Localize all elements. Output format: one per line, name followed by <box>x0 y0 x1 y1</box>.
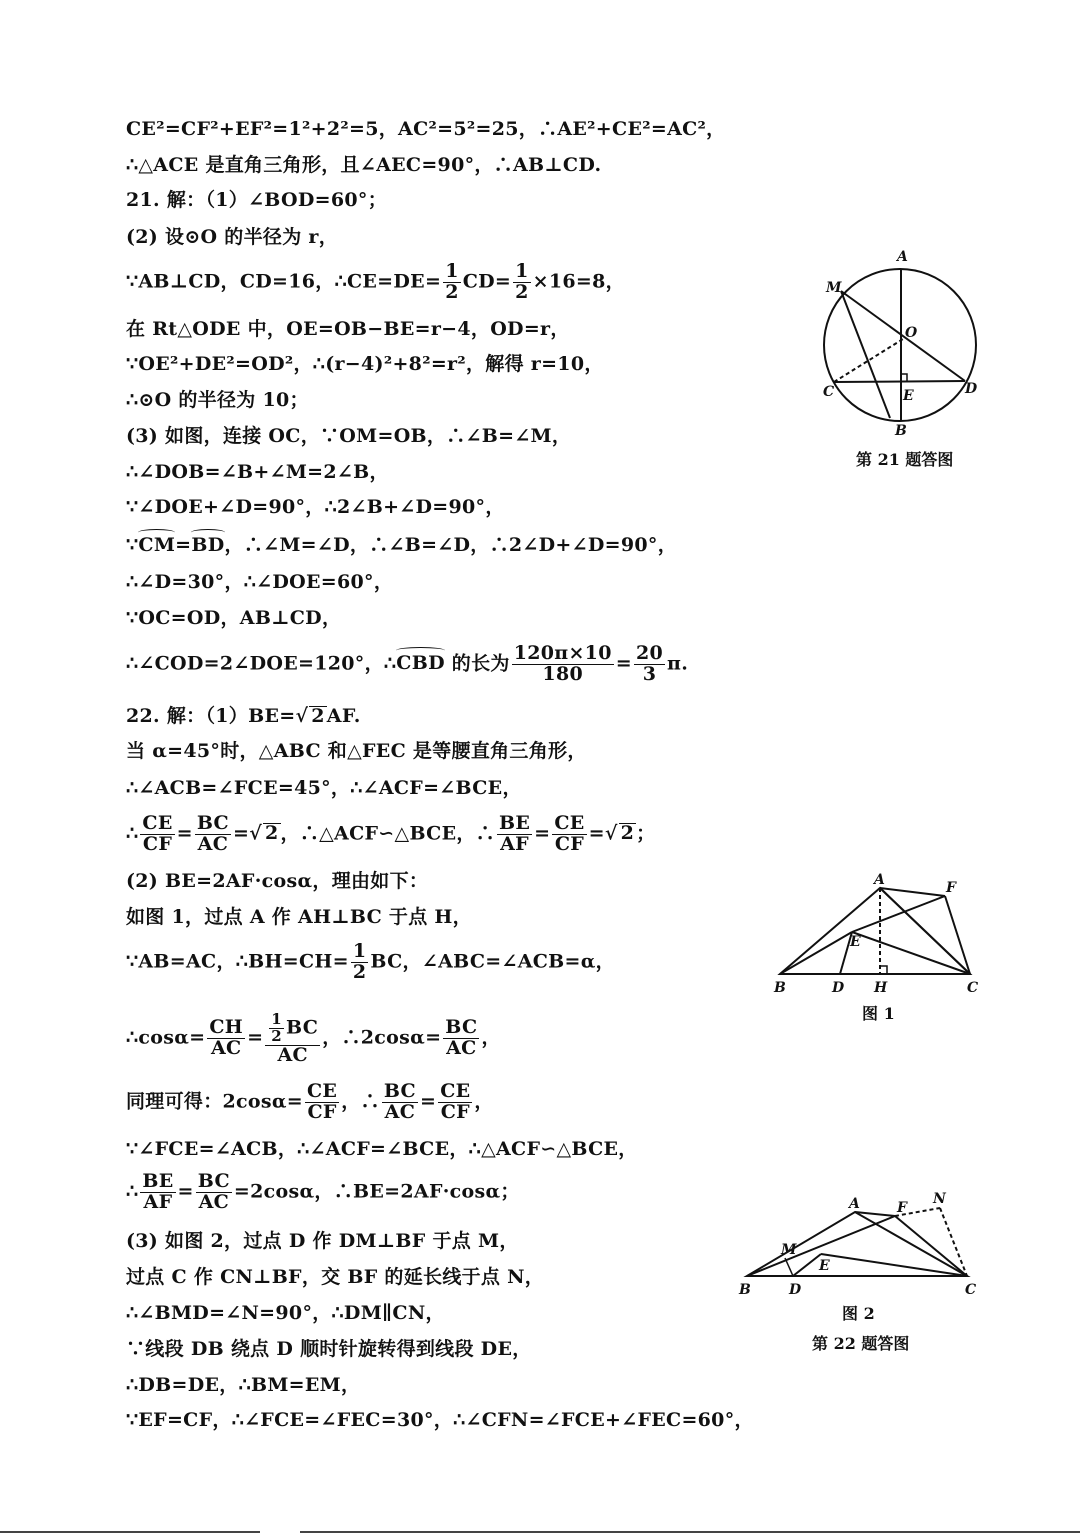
denominator: AC <box>277 1043 308 1066</box>
denominator: CF <box>307 1100 337 1123</box>
numerator: BC <box>197 1170 230 1192</box>
text-segment: = <box>175 534 192 556</box>
solution-line: CE²=CF²+EF²=1²+2²=5，AC²=5²=25，∴AE²+CE²=AC²， <box>126 118 726 140</box>
point-label-e: E <box>850 934 861 950</box>
figure-22-1-caption: 图 1 <box>862 1004 895 1023</box>
solution-line <box>126 942 615 983</box>
solution-line: ∵EF=CF，∴∠FCE=∠FEC=30°，∴∠CFN=∠FCE+∠FEC=60°， <box>126 1409 754 1431</box>
solution-line: ∵OE²+DE²=OD²，∴(r−4)²+8²=r²，解得 r=10， <box>126 353 604 375</box>
segment-dm <box>785 1258 793 1276</box>
point-label-e: E <box>903 388 914 404</box>
denominator: AC <box>384 1100 416 1123</box>
sqrt-radicand: 2 <box>311 705 325 727</box>
fraction <box>513 262 531 303</box>
denominator: AC <box>198 1190 230 1213</box>
figure-22-2-diagram <box>735 1188 985 1298</box>
segment-af <box>880 888 945 896</box>
text-segment: BC <box>286 1016 319 1039</box>
solution-line: ∴∠D=30°，∴∠DOE=60°， <box>126 571 394 593</box>
numerator: BE <box>498 812 531 834</box>
fraction <box>305 1082 339 1123</box>
denominator: 2 <box>271 1026 283 1045</box>
denominator: CF <box>142 832 173 855</box>
denominator: AF <box>143 1190 173 1213</box>
text-segment: = <box>177 1180 194 1203</box>
triangle-abc <box>747 1212 967 1276</box>
fraction <box>140 1172 175 1213</box>
solution-line: 过点 C 作 CN⊥BF，交 BF 的延长线于点 N， <box>126 1266 545 1288</box>
solution-line: (3) 如图，连接 OC，∵OM=OB，∴∠B=∠M， <box>126 425 572 447</box>
segment-md <box>841 291 965 381</box>
figure-21-diagram <box>815 245 985 440</box>
numerator: BC <box>445 1016 478 1039</box>
solution-line: ∵OC=OD，AB⊥CD， <box>126 607 342 629</box>
point-label-c: C <box>967 980 979 996</box>
text-segment: ∴ <box>126 822 139 845</box>
point-label-n: N <box>933 1191 946 1207</box>
numerator: 1 <box>515 260 529 282</box>
solution-line: ∴ $\frac{CE}{CF}$ = $\frac{BC}{AC}$ =√ 2 ，∴△ACF∽△BCE，∴ $\frac{BE}{AF}$ = $\frac{CE}{CF}$ =√ 2 ； <box>126 812 656 855</box>
numerator: 20 <box>635 642 663 664</box>
right-angle-mark <box>880 966 887 974</box>
solution-line <box>126 1082 494 1123</box>
text-segment: ，∴ <box>341 1090 380 1113</box>
fraction <box>512 644 614 685</box>
text-segment: = <box>176 822 193 845</box>
numerator: CE <box>307 1080 338 1102</box>
denominator: 180 <box>542 662 583 685</box>
solution-line <box>126 262 625 303</box>
fraction <box>497 814 532 855</box>
figure-22-2-caption: 图 2 <box>842 1304 875 1323</box>
point-label-c: C <box>823 384 835 400</box>
text-segment: ∴ <box>126 1180 139 1203</box>
solution-line: (3) 如图 2，过点 D 作 DM⊥BF 于点 M， <box>126 1230 519 1252</box>
text-segment: 同理可得：2cosα= <box>126 1090 303 1113</box>
solution-line <box>126 644 688 685</box>
text-segment: 的长为 <box>444 652 510 675</box>
solution-line: 如图 1，过点 A 作 AH⊥BC 于点 H， <box>126 906 472 928</box>
point-label-d: D <box>789 1282 802 1298</box>
sqrt-radicand: 2 <box>265 822 279 845</box>
point-label-a: A <box>849 1196 860 1212</box>
text-segment: ∴∠COD=2∠DOE=120°，∴ <box>126 652 397 675</box>
text-segment: BC，∠ABC=∠ACB=α， <box>370 950 615 973</box>
solution-line: ∵∠DOE+∠D=90°，∴2∠B+∠D=90°， <box>126 496 505 518</box>
solution-line: ∵∠FCE=∠ACB，∴∠ACF=∠BCE，∴△ACF∽△BCE， <box>126 1138 638 1160</box>
solution-line: (2) BE=2AF·cosα，理由如下： <box>126 870 429 892</box>
denominator: AC <box>210 1037 242 1060</box>
problem-21-heading: 21. 解：（1）∠BOD=60°； <box>126 189 388 211</box>
denominator: 2 <box>445 280 459 303</box>
solution-line: ∴∠DOB=∠B+∠M=2∠B， <box>126 461 389 483</box>
solution-line: ∴∠BMD=∠N=90°，∴DM∥CN， <box>126 1302 445 1324</box>
figure-22-caption: 第 22 题答图 <box>812 1334 910 1353</box>
fraction <box>196 1172 232 1213</box>
segment-ec <box>852 932 970 974</box>
solution-line: (2) 设⊙O 的半径为 r， <box>126 226 339 248</box>
numerator: CE <box>554 812 585 834</box>
text-segment: ， <box>474 1090 494 1113</box>
point-label-e: E <box>819 1258 830 1274</box>
triangle-abc <box>780 888 970 974</box>
solution-line <box>126 1172 520 1213</box>
fraction <box>443 1018 479 1059</box>
text-segment: =2cosα，∴BE=2AF·cosα； <box>233 1180 520 1203</box>
text-segment: = <box>247 1026 264 1049</box>
solution-line <box>126 536 677 555</box>
text-segment: ，∴2cosα= <box>322 1026 442 1049</box>
text-segment: ∵AB=AC，∴BH=CH= <box>126 950 349 973</box>
arc-notation: CBD <box>396 652 445 675</box>
solution-line: 在 Rt△ODE 中，OE=OB−BE=r−4，OD=r， <box>126 318 570 340</box>
numerator: BC <box>196 812 229 834</box>
point-label-c: C <box>965 1282 977 1298</box>
denominator: AC <box>446 1037 477 1060</box>
fraction <box>265 1012 320 1065</box>
point-label-b: B <box>895 423 907 439</box>
solution-line: ∵线段 DB 绕点 D 顺时针旋转得到线段 DE， <box>126 1338 532 1360</box>
text-segment: ∵AB⊥CD，CD=16，∴CE=DE= <box>126 270 442 293</box>
text-segment: = <box>419 1090 437 1113</box>
point-label-o: O <box>905 325 918 341</box>
text-segment: AF. <box>326 705 361 727</box>
text-segment: ∴cosα= <box>126 1026 206 1049</box>
text-segment: ，∴△ACF∽△BCE，∴ <box>280 822 495 845</box>
point-label-a: A <box>874 872 885 888</box>
text-segment: = <box>232 822 250 845</box>
point-label-a: A <box>897 249 908 265</box>
text-segment: = <box>534 822 551 845</box>
fraction <box>552 814 586 855</box>
fraction <box>140 814 174 855</box>
solution-line: 当 α=45°时，△ABC 和△FEC 是等腰直角三角形， <box>126 740 587 762</box>
numerator: 120π×10 <box>513 642 612 664</box>
fraction <box>195 814 231 855</box>
fraction <box>443 262 461 303</box>
fraction <box>438 1082 472 1123</box>
numerator: CH <box>209 1016 244 1039</box>
text-segment: ×16=8， <box>532 270 625 293</box>
numerator: BC <box>383 1080 416 1102</box>
denominator: CF <box>440 1100 470 1123</box>
sqrt-radicand: 2 <box>620 822 635 845</box>
segment-mb <box>841 291 890 418</box>
segment-cd <box>834 381 965 382</box>
point-label-m: M <box>781 1242 797 1258</box>
numerator: 1 <box>352 940 367 962</box>
point-label-b: B <box>739 1282 751 1298</box>
numerator: BE <box>142 1170 174 1192</box>
numerator: CE <box>142 812 173 834</box>
point-label-f: F <box>946 880 956 896</box>
point-label-m: M <box>826 280 842 296</box>
text-segment: ∵ <box>126 534 139 556</box>
text-segment: 22. 解：（1）BE= <box>126 705 296 727</box>
solution-line: ∴△ACE 是直角三角形，且∠AEC=90°，∴AB⊥CD. <box>126 154 602 176</box>
denominator: AF <box>500 832 529 855</box>
denominator: CF <box>554 832 585 855</box>
numerator: CE <box>440 1080 471 1102</box>
fraction <box>351 942 369 983</box>
text-segment: = <box>615 652 632 675</box>
segment-de <box>793 1254 821 1276</box>
denominator: AC <box>197 832 229 855</box>
text-segment: ； <box>636 822 656 845</box>
denominator: 3 <box>642 662 657 685</box>
solution-line <box>126 1012 501 1065</box>
bottom-rule-left <box>0 1531 260 1533</box>
solution-line: ∴⊙O 的半径为 10； <box>126 389 309 411</box>
fraction <box>382 1082 418 1123</box>
fraction <box>269 1012 284 1045</box>
numerator: 1 <box>445 260 459 282</box>
point-label-d: D <box>965 381 978 397</box>
arc-notation: BD <box>191 534 225 556</box>
denominator: 2 <box>515 280 529 303</box>
text-segment: = <box>588 822 605 845</box>
text-segment: CD= <box>462 270 512 293</box>
arc-notation: CM <box>138 534 176 556</box>
figure-21-caption: 第 21 题答图 <box>856 450 954 469</box>
point-label-b: B <box>774 980 786 996</box>
problem-22-heading: 22. 解：（1）BE=√ 2 AF. <box>126 705 361 727</box>
numerator <box>265 1012 320 1046</box>
numerator: 1 <box>271 1010 283 1028</box>
denominator: 2 <box>352 960 367 983</box>
point-label-h: H <box>874 980 888 996</box>
point-label-f: F <box>897 1200 907 1216</box>
text-segment: ， <box>481 1026 501 1049</box>
bottom-rule-right <box>300 1531 1080 1533</box>
text-segment: ，∴∠M=∠D，∴∠B=∠D，∴2∠D+∠D=90°， <box>224 534 677 556</box>
figure-22-1-diagram <box>770 870 985 1000</box>
solution-line: ∴∠ACB=∠FCE=45°，∴∠ACF=∠BCE， <box>126 777 522 799</box>
text-segment: π. <box>667 652 689 675</box>
fraction <box>634 644 665 685</box>
solution-line: ∴DB=DE，∴BM=EM， <box>126 1374 361 1396</box>
fraction <box>207 1018 245 1059</box>
point-label-d: D <box>832 980 845 996</box>
